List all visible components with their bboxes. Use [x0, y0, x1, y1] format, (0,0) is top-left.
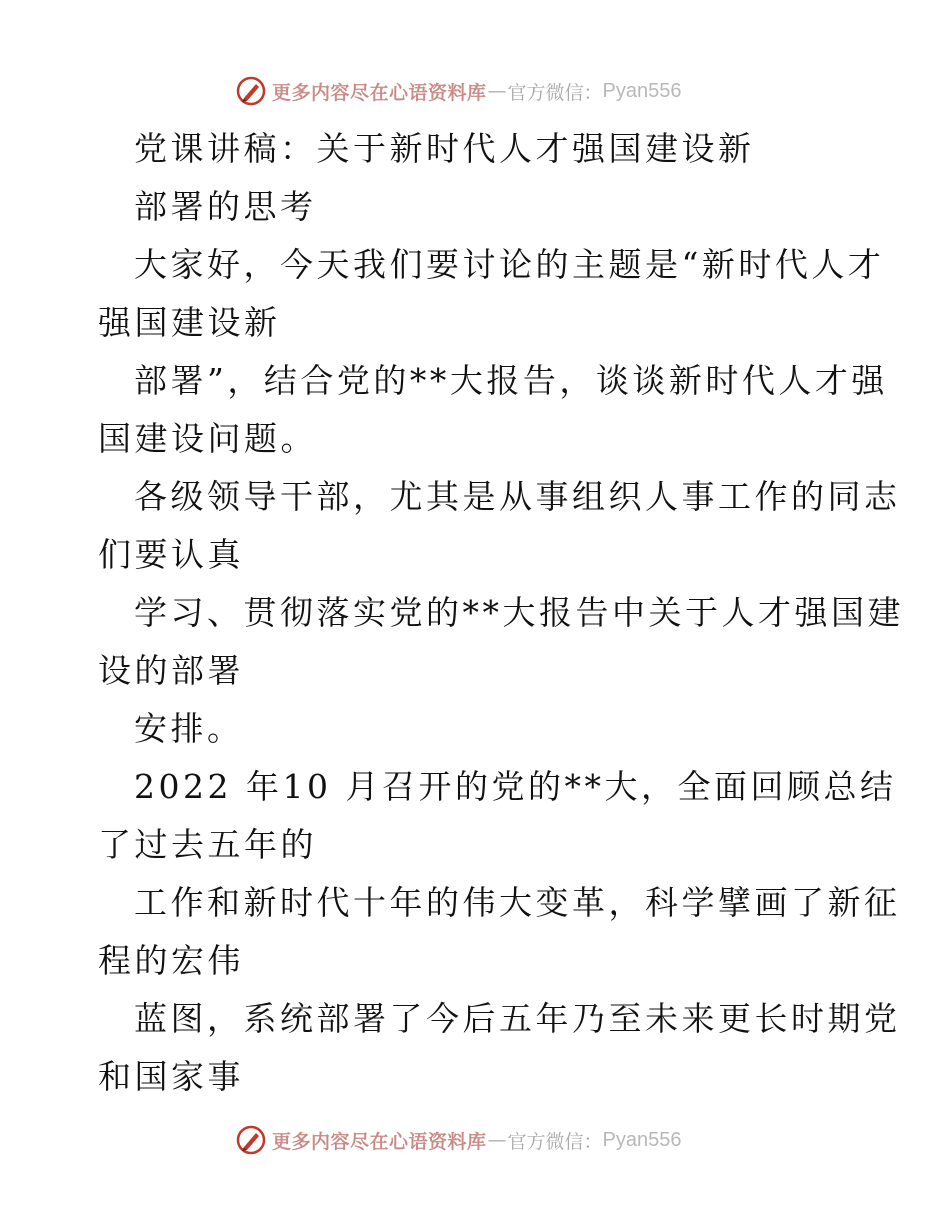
paragraph-line: 2022 年10 月召开的党的**大，全面回顾总结 — [134, 767, 897, 806]
watermark-dash: — — [487, 1129, 507, 1151]
paragraph-line: 程的宏伟 — [98, 941, 244, 980]
watermark-wechat-id: Pyan556 — [602, 1128, 682, 1151]
watermark-brand: 更多内容尽在心语资料库 — [272, 81, 487, 104]
paragraph-line: 们要认真 — [98, 535, 244, 574]
paragraph-line: 和国家事 — [98, 1057, 244, 1096]
watermark-label: 官方微信： — [507, 1130, 603, 1153]
title-line-2: 部署的思考 — [134, 187, 317, 226]
watermark-brand: 更多内容尽在心语资料库 — [272, 1130, 487, 1153]
paragraph-line: 各级领导干部，尤其是从事组织人事工作的同志 — [134, 477, 901, 516]
footer-watermark — [236, 1123, 682, 1157]
paragraph-line: 国建设问题。 — [98, 419, 317, 458]
paragraph-line: 部署”，结合党的**大报告，谈谈新时代人才强 — [134, 361, 888, 400]
watermark-label: 官方微信： — [507, 81, 603, 104]
paragraph-line: 了过去五年的 — [98, 825, 317, 864]
document-body — [98, 120, 904, 1106]
paragraph-line: 学习、贯彻落实党的**大报告中关于人才强国建 — [134, 593, 904, 632]
paragraph-line: 大家好，今天我们要讨论的主题是“新时代人才 — [134, 245, 885, 284]
pen-logo-icon — [236, 76, 266, 106]
paragraph-line: 蓝图，系统部署了今后五年乃至未来更长时期党 — [134, 999, 901, 1038]
pen-logo-icon — [236, 1125, 266, 1155]
watermark-dash: — — [487, 80, 507, 102]
paragraph-line: 工作和新时代十年的伟大变革，科学擘画了新征 — [134, 883, 901, 922]
watermark-wechat-id: Pyan556 — [602, 79, 682, 102]
header-watermark — [236, 74, 682, 108]
paragraph-line: 强国建设新 — [98, 303, 281, 342]
title-line-1: 党课讲稿：关于新时代人才强国建设新 — [134, 129, 755, 168]
paragraph-line: 设的部署 — [98, 651, 244, 690]
paragraph-line: 安排。 — [134, 709, 244, 748]
